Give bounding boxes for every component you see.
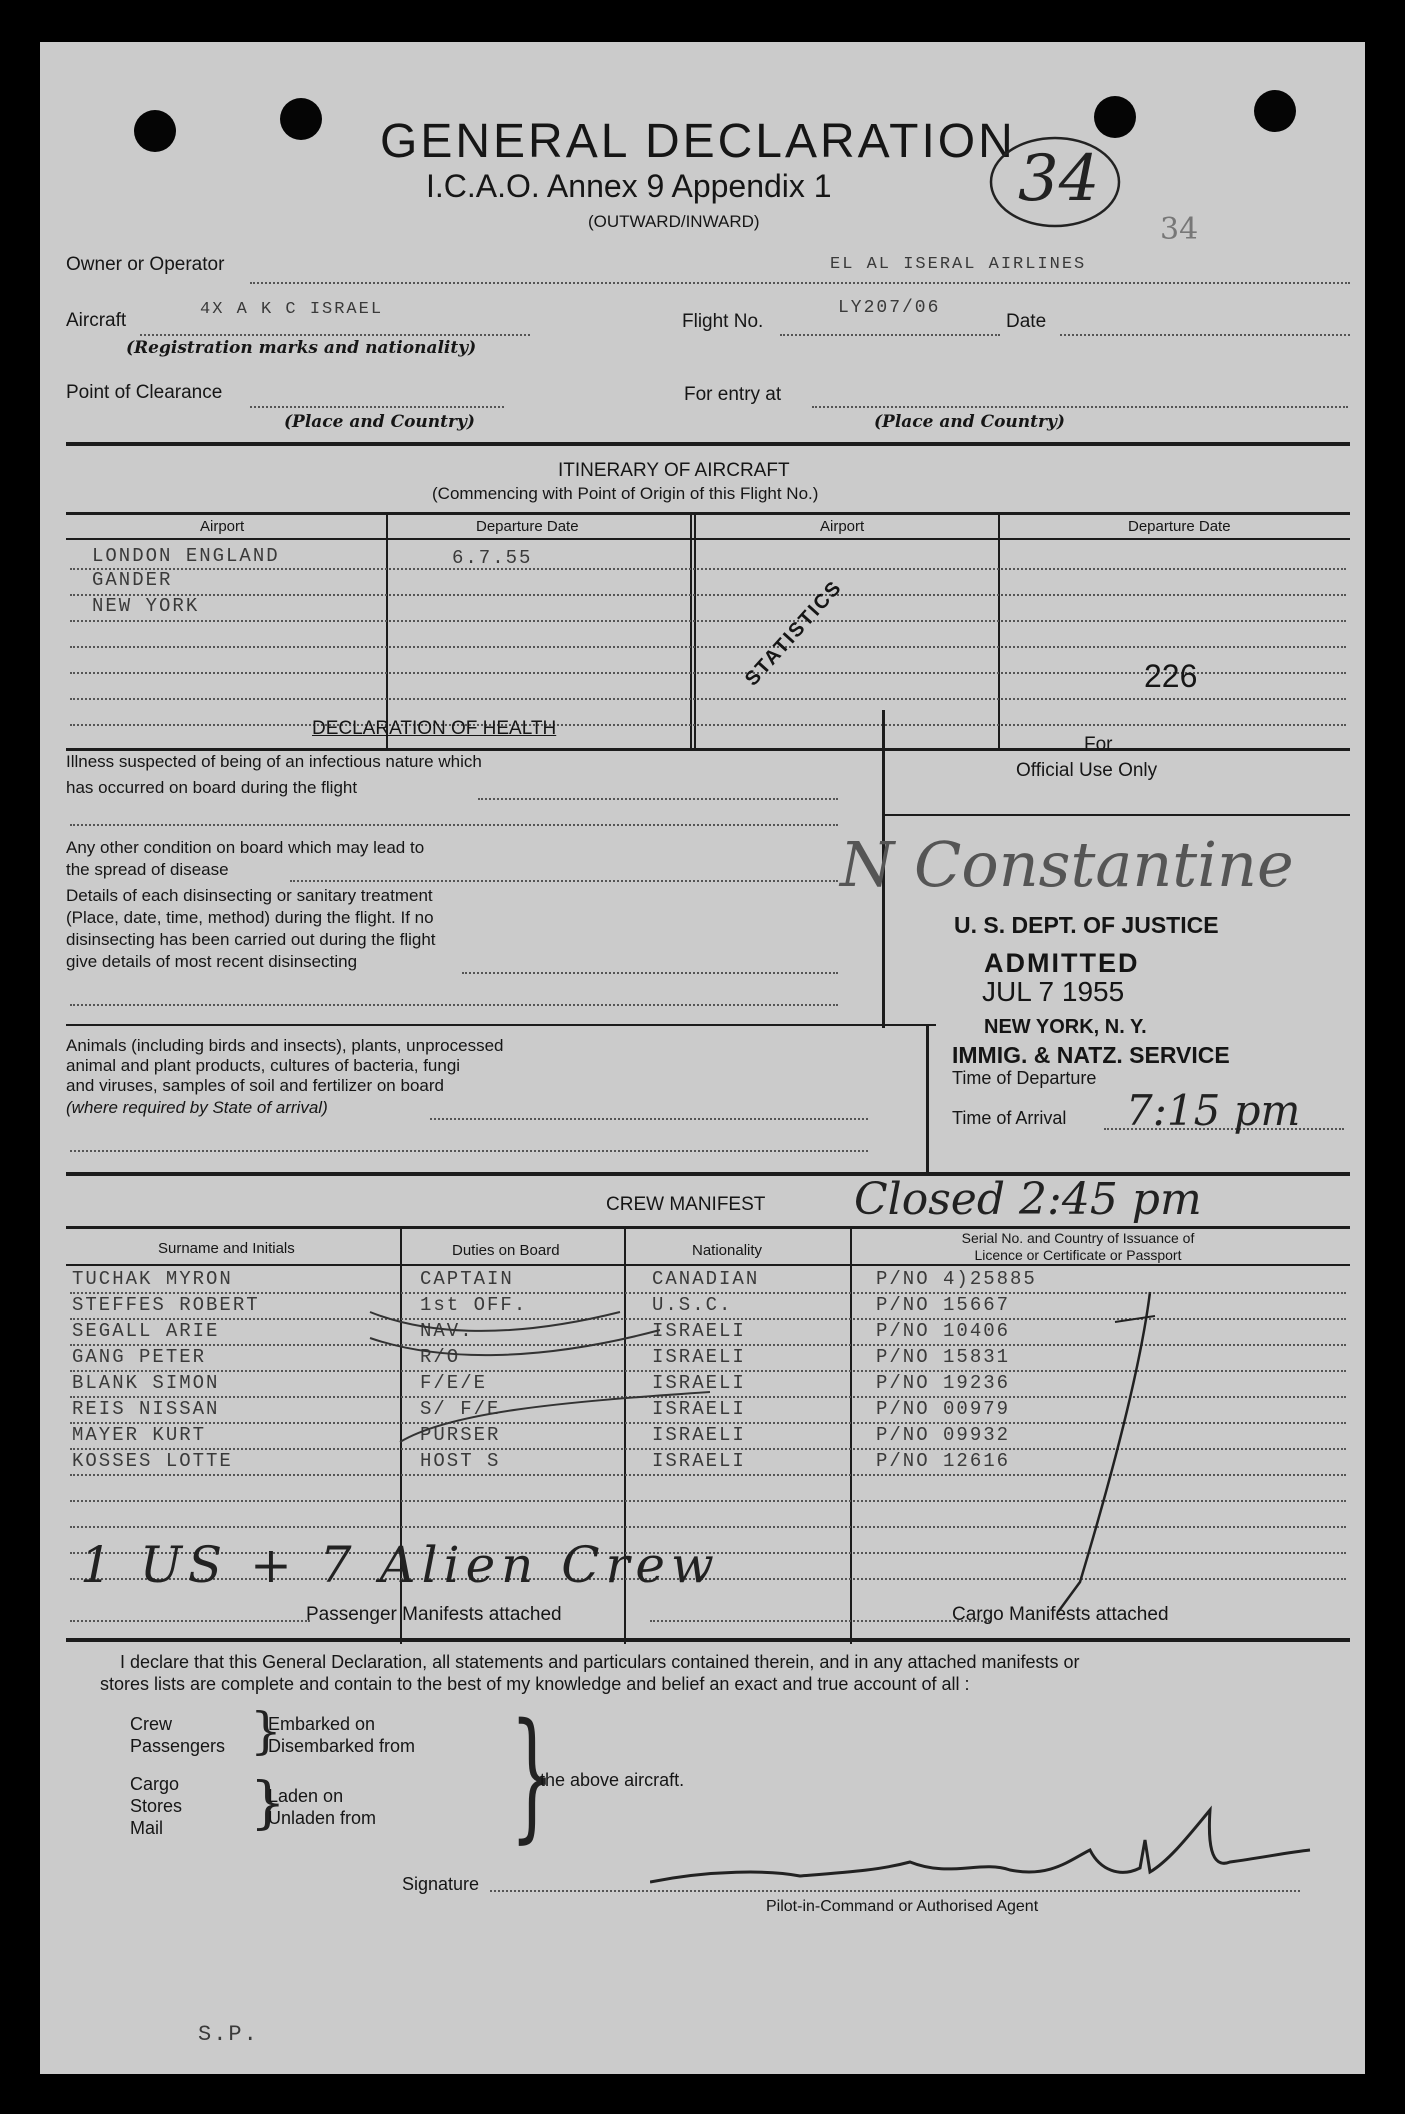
crew-duty: HOST S <box>420 1450 501 1472</box>
entry-note: (Place and Country) <box>874 412 1065 432</box>
itin-airport-1: LONDON ENGLAND <box>92 545 280 567</box>
itin-row-line-7 <box>70 724 1346 726</box>
health-q3-line1: Details of each disinsecting or sanitary treatment <box>66 886 433 905</box>
crew-col-nationality: Nationality <box>692 1242 763 1259</box>
itin-col-sep-3 <box>694 514 696 748</box>
inspector-signature: N Constantine <box>840 828 1294 901</box>
crew-nationality: CANADIAN <box>652 1268 760 1290</box>
crew-header-rule <box>66 1264 1350 1266</box>
statistics-stamp: STATISTICS <box>740 576 847 691</box>
page-subtitle: I.C.A.O. Annex 9 Appendix 1 <box>426 168 832 204</box>
decl-crew: Crew <box>130 1714 173 1734</box>
health-q1-answer-line <box>478 798 838 800</box>
decl-cargo: Cargo <box>130 1774 180 1794</box>
itin-row-line-1 <box>70 568 1346 570</box>
date-line <box>1060 334 1350 336</box>
decl-embarked: Embarked on <box>268 1714 376 1734</box>
entry-line <box>812 406 1348 408</box>
crew-duty: 1st OFF. <box>420 1294 528 1316</box>
aircraft-value: 4X A K C ISRAEL <box>200 300 384 319</box>
crew-nationality: ISRAELI <box>652 1424 746 1446</box>
stamp-admitted: ADMITTED <box>984 948 1140 978</box>
page-title: GENERAL DECLARATION <box>380 115 1016 168</box>
aircraft-label: Aircraft <box>66 310 127 331</box>
clearance-note: (Place and Country) <box>284 412 475 432</box>
declaration-line1: I declare that this General Declaration, all statements and particulars contained therein, and in any attached manifests or <box>120 1652 1080 1672</box>
itin-col-sep-4 <box>998 514 1000 748</box>
health-q4-line1: Animals (including birds and insects), plants, unprocessed <box>66 1036 504 1055</box>
declaration-line2: stores lists are complete and contain to the best of my knowledge and belief an exact and true account of all : <box>100 1674 970 1694</box>
crew-duty: S/ F/E <box>420 1398 501 1420</box>
health-q2-line1: Any other condition on board which may lead to <box>66 838 425 857</box>
official-title-1: For <box>1084 734 1113 755</box>
owner-label: Owner or Operator <box>66 254 225 275</box>
date-label: Date <box>1006 311 1047 332</box>
itin-departure-date: 6.7.55 <box>452 547 533 569</box>
official-title-2: Official Use Only <box>1016 760 1158 781</box>
itin-col-sep-1 <box>386 514 388 748</box>
departure-time-label: Time of Departure <box>952 1068 1097 1088</box>
crew-col-duty: Duties on Board <box>452 1242 560 1259</box>
brace-2: } <box>250 1771 286 1836</box>
crew-serial: P/NO 15667 <box>876 1294 1011 1316</box>
official-box-left-2 <box>926 1026 929 1174</box>
decl-passengers: Passengers <box>130 1736 226 1756</box>
pilot-signature <box>650 1800 1330 1900</box>
official-box-top <box>882 814 1350 816</box>
closed-note: Closed 2:45 pm <box>854 1174 1202 1225</box>
stamp-date: JUL 7 1955 <box>982 976 1125 1007</box>
crew-duty: R/O <box>420 1346 461 1368</box>
crew-name: TUCHAK MYRON <box>72 1268 233 1290</box>
signature-label: Signature <box>402 1874 480 1894</box>
itin-row-line-4 <box>70 646 1346 648</box>
crew-serial: P/NO 00979 <box>876 1398 1011 1420</box>
health-q4-line2: animal and plant products, cultures of bacteria, fungi <box>66 1056 461 1075</box>
crew-col-serial: Serial No. and Country of Issuance of Licence or Certificate or Passport <box>961 1230 1195 1263</box>
crew-total-note: 1 US + 7 Alien Crew <box>80 1536 720 1594</box>
crew-nationality: ISRAELI <box>652 1372 746 1394</box>
health-title: DECLARATION OF HEALTH <box>312 718 557 739</box>
arrival-time-label: Time of Arrival <box>952 1108 1067 1128</box>
health-q1-line1: Illness suspected of being of an infectious nature which <box>66 752 482 771</box>
crew-name: GANG PETER <box>72 1346 207 1368</box>
cargo-manifest-label: Cargo Manifests attached <box>952 1604 1169 1625</box>
crew-serial: P/NO 12616 <box>876 1450 1011 1472</box>
divider-4 <box>66 1638 1350 1642</box>
itin-row-line-6 <box>70 698 1346 700</box>
aircraft-line <box>140 334 530 336</box>
decl-laden: Laden on <box>268 1786 344 1806</box>
aircraft-note: (Registration marks and nationality) <box>126 338 477 358</box>
health-q3-line2: (Place, date, time, method) during the flight. If no <box>66 908 434 927</box>
col-airport-1: Airport <box>200 518 245 535</box>
arrival-time-value: 7:15 pm <box>1126 1086 1301 1135</box>
health-q4-answer-line <box>430 1118 868 1120</box>
crew-pen-strokes <box>360 1302 920 1502</box>
crew-top-rule <box>66 1226 1350 1229</box>
col-airport-2: Airport <box>820 518 865 535</box>
crew-title: CREW MANIFEST <box>606 1194 766 1215</box>
decl-above-aircraft: the above aircraft. <box>540 1770 685 1790</box>
health-q2-line2: the spread of disease <box>66 860 229 879</box>
stamp-dept: U. S. DEPT. OF JUSTICE <box>954 912 1219 938</box>
circled-number: 34 <box>1018 142 1100 216</box>
cargo-manifest-line <box>650 1620 990 1622</box>
flight-label: Flight No. <box>682 311 764 332</box>
crew-name: KOSSES LOTTE <box>72 1450 233 1472</box>
crew-duty: F/E/E <box>420 1372 488 1394</box>
direction-label: (OUTWARD/INWARD) <box>588 212 760 231</box>
health-divider <box>66 1024 936 1026</box>
itin-airport-2: GANDER <box>92 569 173 591</box>
decl-unladen: Unladen from <box>268 1808 377 1828</box>
itin-col-sep-2 <box>690 514 692 748</box>
crew-nationality: U.S.C. <box>652 1294 733 1316</box>
owner-line <box>250 282 1350 284</box>
itin-row-line-3 <box>70 620 1346 622</box>
crew-name: BLANK SIMON <box>72 1372 220 1394</box>
owner-value: EL AL ISERAL AIRLINES <box>830 255 1087 274</box>
crew-col-name: Surname and Initials <box>158 1240 295 1257</box>
brace-1: } <box>250 1702 282 1760</box>
flight-value: LY207/06 <box>838 298 941 318</box>
punch-hole-2 <box>280 98 322 140</box>
clearance-line <box>250 406 504 408</box>
itinerary-header-rule <box>66 538 1350 540</box>
health-q1-line2: has occurred on board during the flight <box>66 778 358 797</box>
crew-nationality: ISRAELI <box>652 1450 746 1472</box>
crew-nationality: ISRAELI <box>652 1320 746 1342</box>
brace-big: } <box>510 1694 555 1857</box>
health-q3-answer-line <box>462 972 838 974</box>
itin-airport-3: NEW YORK <box>92 595 200 617</box>
health-q3-answer-line-2 <box>70 1004 838 1006</box>
itin-count: 226 <box>1144 658 1198 694</box>
crew-serial: P/NO 19236 <box>876 1372 1011 1394</box>
crew-serial: P/NO 10406 <box>876 1320 1011 1342</box>
itinerary-subtitle: (Commencing with Point of Origin of this Flight No.) <box>432 484 819 503</box>
declaration-form <box>40 42 1365 2074</box>
crew-name: SEGALL ARIE <box>72 1320 220 1342</box>
divider-2 <box>66 748 1350 751</box>
divider-1 <box>66 442 1350 446</box>
health-q4-line4: (where required by State of arrival) <box>66 1098 328 1117</box>
itinerary-top-rule <box>66 512 1350 515</box>
health-q3-line4: give details of most recent disinsecting <box>66 952 358 971</box>
col-departure-2: Departure Date <box>1128 518 1231 535</box>
decl-disembarked: Disembarked from <box>268 1736 416 1756</box>
crew-duty: NAV. <box>420 1320 474 1342</box>
clearance-label: Point of Clearance <box>66 382 223 403</box>
crew-nationality: ISRAELI <box>652 1398 746 1420</box>
footer-initials: S.P. <box>198 2022 259 2047</box>
flight-line <box>780 334 1000 336</box>
health-q4-answer-line-2 <box>70 1150 868 1152</box>
crew-nationality: ISRAELI <box>652 1346 746 1368</box>
crew-duty: CAPTAIN <box>420 1268 514 1290</box>
punch-hole-4 <box>1254 90 1296 132</box>
decl-stores: Stores <box>130 1796 183 1816</box>
punch-hole-1 <box>134 110 176 152</box>
pencil-number: 34 <box>1160 212 1199 247</box>
signer-title: Pilot-in-Command or Authorised Agent <box>766 1898 1039 1915</box>
health-q1-answer-line-2 <box>70 824 838 826</box>
health-q3-line3: disinsecting has been carried out during the flight <box>66 930 436 949</box>
health-q4-line3: and viruses, samples of soil and fertilizer on board <box>66 1076 444 1095</box>
crew-duty: PURSER <box>420 1424 501 1446</box>
decl-mail: Mail <box>130 1818 164 1838</box>
passenger-manifest-line <box>70 1620 310 1622</box>
serial-column-pen-stroke <box>940 1282 1170 1622</box>
col-departure-1: Departure Date <box>476 518 579 535</box>
stamp-city: NEW YORK, N. Y. <box>984 1016 1147 1038</box>
itinerary-title: ITINERARY OF AIRCRAFT <box>558 460 790 481</box>
crew-serial: P/NO 09932 <box>876 1424 1011 1446</box>
crew-name: STEFFES ROBERT <box>72 1294 260 1316</box>
passenger-manifest-label: Passenger Manifests attached <box>306 1604 562 1625</box>
entry-label: For entry at <box>684 384 782 405</box>
itin-row-line-2 <box>70 594 1346 596</box>
health-q2-answer-line <box>290 880 838 882</box>
crew-serial: P/NO 4)25885 <box>876 1268 1037 1290</box>
crew-serial: P/NO 15831 <box>876 1346 1011 1368</box>
crew-name: MAYER KURT <box>72 1424 207 1446</box>
crew-name: REIS NISSAN <box>72 1398 220 1420</box>
stamp-service: IMMIG. & NATZ. SERVICE <box>952 1042 1230 1068</box>
